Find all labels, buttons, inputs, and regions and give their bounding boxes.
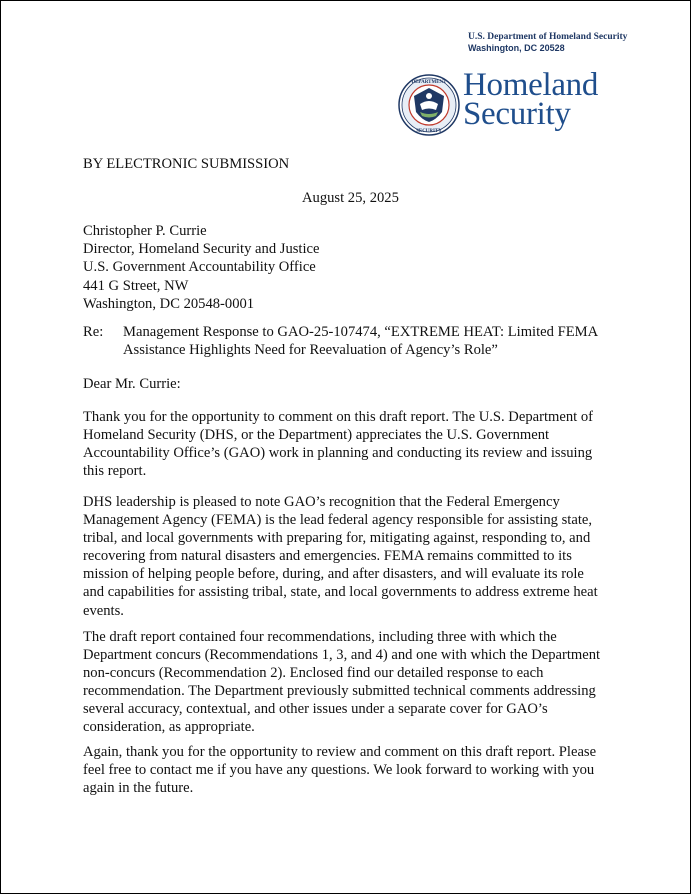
body-paragraph-4: [83, 743, 623, 797]
paragraph-line: recovering from natural disasters and emergencies. FEMA remains committed to its: [83, 548, 572, 565]
svg-text:SECURITY: SECURITY: [416, 129, 442, 134]
paragraph-line: mission of helping people before, during, and after disasters, and will evaluate its role: [83, 566, 584, 583]
paragraph-line: again in the future.: [83, 780, 194, 797]
body-paragraph-1: [83, 408, 623, 480]
paragraph-line: tribal, and local governments with preparing for, mitigating against, responding to, and: [83, 530, 591, 547]
subject-line-2: Assistance Highlights Need for Reevaluation of Agency’s Role”: [123, 342, 498, 359]
dhs-seal-icon: [398, 74, 460, 136]
subject-label: Re:: [83, 324, 104, 340]
paragraph-line: and capabilities for assisting tribal, state, and local governments to address extreme heat: [83, 584, 598, 601]
body-paragraph-3: [83, 628, 623, 737]
recipient-name: Christopher P. Currie: [83, 223, 207, 239]
paragraph-line: recommendation. The Department previously submitted technical comments addressing: [83, 683, 596, 700]
paragraph-line: Again, thank you for the opportunity to review and comment on this draft report. Please: [83, 744, 597, 760]
paragraph-line: Management Agency (FEMA) is the lead federal agency responsible for assisting state,: [83, 512, 593, 529]
paragraph-line: non-concurs (Recommendation 2). Enclosed find our detailed response to each: [83, 665, 544, 682]
brand-line-2: Security: [463, 96, 571, 132]
recipient-block: [83, 222, 320, 313]
letter-date: August 25, 2025: [302, 190, 399, 206]
recipient-city: Washington, DC 20548-0001: [83, 295, 255, 312]
salutation: Dear Mr. Currie:: [83, 376, 181, 392]
paragraph-line: several accuracy, contextual, and other issues under a separate cover for GAO’s: [83, 701, 548, 718]
paragraph-line: feel free to contact me if you have any questions. We look forward to working with you: [83, 762, 595, 779]
svg-text:DEPARTMENT: DEPARTMENT: [411, 80, 447, 85]
subject-line-1: Management Response to GAO-25-107474, “EXTREME HEAT: Limited FEMA: [123, 324, 599, 340]
paragraph-line: this report.: [83, 463, 147, 480]
body-paragraph-2: [83, 493, 623, 620]
paragraph-line: events.: [83, 602, 124, 619]
brand-line-1: Homeland: [463, 67, 599, 103]
letterhead-department: U.S. Department of Homeland Security: [468, 32, 628, 42]
recipient-street: 441 G Street, NW: [83, 277, 189, 294]
paragraph-line: Thank you for the opportunity to comment on this draft report. The U.S. Department of: [83, 409, 593, 425]
paragraph-line: DHS leadership is pleased to note GAO’s recognition that the Federal Emergency: [83, 494, 560, 510]
subject-block: [123, 323, 598, 359]
letterhead-address: Washington, DC 20528: [468, 43, 565, 53]
paragraph-line: consideration, as appropriate.: [83, 719, 255, 736]
recipient-organization: U.S. Government Accountability Office: [83, 259, 316, 276]
submission-method: BY ELECTRONIC SUBMISSION: [83, 156, 290, 172]
paragraph-line: The draft report contained four recommendations, including three with which the: [83, 629, 557, 645]
paragraph-line: Homeland Security (DHS, or the Department) appreciates the U.S. Government: [83, 427, 550, 444]
paragraph-line: Accountability Office’s (GAO) work in planning and conducting its review and issuing: [83, 445, 593, 462]
recipient-title: Director, Homeland Security and Justice: [83, 241, 320, 258]
brand-wordmark: [463, 67, 599, 132]
paragraph-line: Department concurs (Recommendations 1, 3, and 4) and one with which the Department: [83, 647, 601, 664]
